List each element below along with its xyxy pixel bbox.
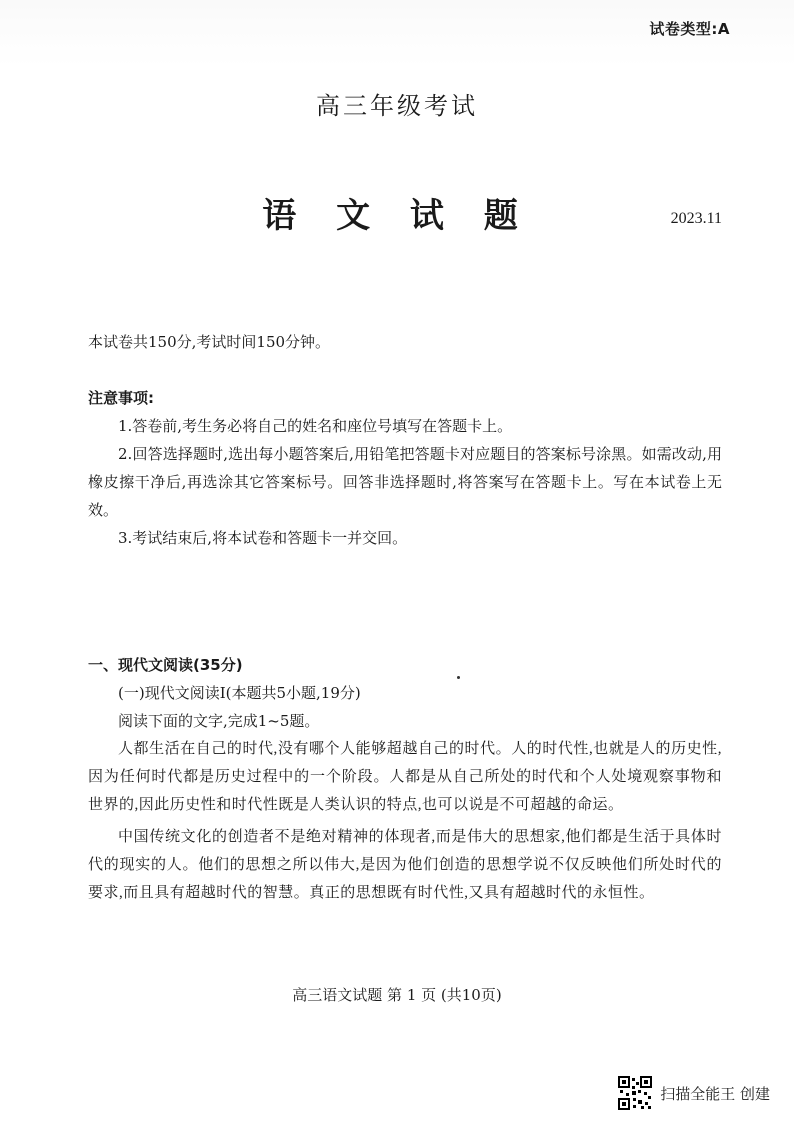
subsection-title: (一)现代文阅读Ⅰ(本题共5小题,19分): [118, 684, 361, 702]
notice-list: [88, 412, 722, 552]
page-footer: 高三语文试题 第 1 页 (共10页): [292, 986, 502, 1004]
scanner-watermark: [618, 1076, 770, 1110]
passage-paragraph: 中国传统文化的创造者不是绝对精神的体现者,而是伟大的思想家,他们都是生活于具体时代的现实的人。他们的思想之所以伟大,是因为他们创造的思想学说不仅反映他们所处时代的要求,而且具有超越时代的智慧。真正的思想既有时代性,又具有超越时代的永恒性。: [88, 829, 722, 901]
paper-type-label: 试卷类型:A: [649, 20, 730, 38]
notice-item: 2.回答选择题时,选出每小题答案后,用铅笔把答题卡对应题目的答案标号涂黑。如需改动,用橡皮擦干净后,再选涂其它答案标号。回答非选择题时,将答案写在答题卡上。写在本试卷上无效。: [88, 445, 722, 519]
qr-code-icon: [618, 1076, 652, 1110]
notice-item: 3.考试结束后,将本试卷和答题卡一并交回。: [118, 529, 408, 547]
exam-date: 2023.11: [670, 210, 722, 227]
passage-paragraph: 人都生活在自己的时代,没有哪个人能够超越自己的时代。人的时代性,也就是人的历史性,因为任何时代都是历史过程中的一个阶段。人都是从自己所处的时代和个人处境观察事物和世界的,因此历史性和时代性既是人类认识的特点,也可以说是不可超越的命运。: [88, 741, 722, 813]
exam-title: 语 文 试 题: [262, 196, 532, 236]
reading-instruction: 阅读下面的文字,完成1~5题。: [118, 712, 320, 730]
exam-intro: 本试卷共150分,考试时间150分钟。: [88, 333, 331, 351]
notice-title: 注意事项:: [88, 389, 154, 407]
watermark-text: 扫描全能王 创建: [660, 1084, 770, 1103]
exam-header: 高三年级考试: [316, 92, 478, 120]
reading-passage: [88, 735, 722, 911]
section-title: 一、现代文阅读(35分): [88, 656, 243, 674]
notice-item: 1.答卷前,考生务必将自己的姓名和座位号填写在答题卡上。: [118, 417, 513, 435]
